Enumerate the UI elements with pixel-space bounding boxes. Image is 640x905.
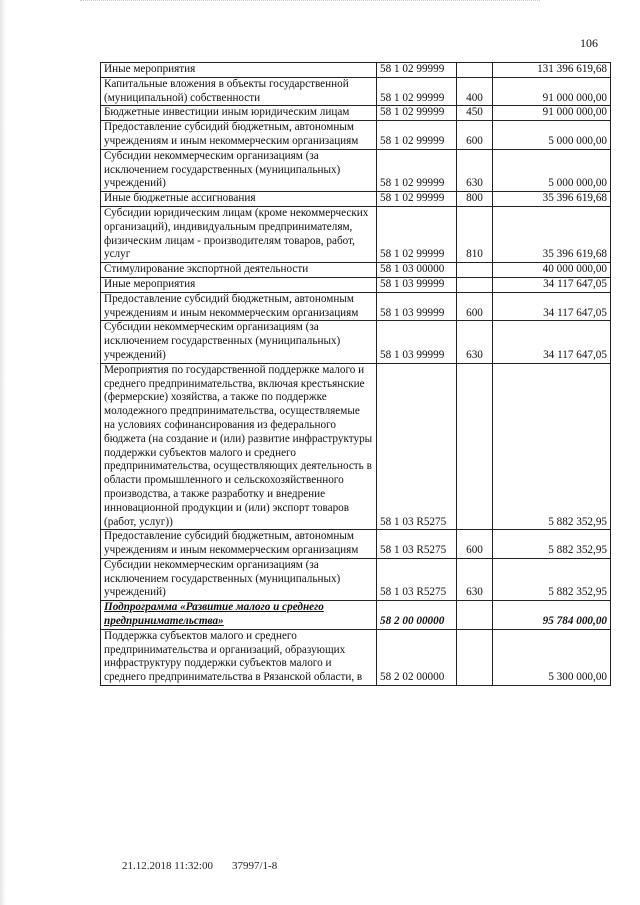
row-code-cell: 58 1 02 99999 [377, 149, 457, 191]
row-code-cell: 58 1 02 99999 [377, 121, 457, 150]
row-sum-cell: 91 000 000,00 [493, 106, 611, 121]
row-name-cell: Субсидии некоммерческим организациям (за исключением государственных (муниципальных) учреждений) [101, 149, 377, 191]
row-code-cell: 58 1 02 99999 [377, 77, 457, 106]
row-name-cell: Субсидии некоммерческим организациям (за исключением государственных (муниципальных) учреждений) [101, 321, 377, 363]
row-sum-cell: 40 000 000,00 [493, 263, 611, 278]
row-name-cell: Стимулирование экспортной деятельности [101, 263, 377, 278]
table-row [101, 321, 611, 363]
row-name-cell: Субсидии некоммерческим организациям (за исключением государственных (муниципальных) учреждений) [101, 558, 377, 600]
row-type-cell: 600 [457, 530, 493, 559]
table-row [101, 121, 611, 150]
row-code-cell: 58 1 03 99999 [377, 277, 457, 292]
table-row [101, 106, 611, 121]
row-code-cell: 58 1 02 99999 [377, 192, 457, 207]
row-sum-cell: 5 882 352,95 [493, 363, 611, 530]
table-row [101, 277, 611, 292]
row-type-cell: 600 [457, 121, 493, 150]
row-type-cell: 800 [457, 192, 493, 207]
row-type-cell: 450 [457, 106, 493, 121]
row-sum-cell: 131 396 619,68 [493, 63, 611, 78]
row-name-cell: Иные мероприятия [101, 63, 377, 78]
table-row [101, 530, 611, 559]
row-code-cell: 58 1 03 R5275 [377, 530, 457, 559]
table-row [101, 601, 611, 630]
row-sum-cell: 91 000 000,00 [493, 77, 611, 106]
row-name-cell: Капитальные вложения в объекты государственной (муниципальной) собственности [101, 77, 377, 106]
table-row [101, 192, 611, 207]
row-code-cell: 58 1 02 99999 [377, 63, 457, 78]
row-sum-cell: 5 882 352,95 [493, 558, 611, 600]
footer-doc-number: 37997/1-8 [232, 860, 278, 872]
table-row [101, 363, 611, 530]
row-sum-cell: 5 300 000,00 [493, 629, 611, 685]
table-row [101, 558, 611, 600]
row-name-cell: Предоставление субсидий бюджетным, автономным учреждениям и иным некоммерческим организациям [101, 121, 377, 150]
table-row [101, 77, 611, 106]
row-code-cell: 58 1 03 99999 [377, 321, 457, 363]
table-row [101, 629, 611, 685]
row-type-cell: 630 [457, 321, 493, 363]
row-name-cell: Иные бюджетные ассигнования [101, 192, 377, 207]
row-name-cell: Субсидии юридическим лицам (кроме некоммерческих организаций), индивидуальным предпринимателям, физическим лицам - производителям товаров, работ, услуг [101, 206, 377, 262]
row-sum-cell: 95 784 000,00 [493, 601, 611, 630]
row-type-cell: 600 [457, 292, 493, 321]
row-type-cell [457, 277, 493, 292]
row-name-cell: Иные мероприятия [101, 277, 377, 292]
row-code-cell: 58 1 02 99999 [377, 106, 457, 121]
table-row [101, 63, 611, 78]
row-sum-cell: 5 000 000,00 [493, 149, 611, 191]
row-code-cell: 58 1 03 99999 [377, 292, 457, 321]
scan-edge-shadow [0, 0, 6, 905]
row-type-cell [457, 601, 493, 630]
row-name-cell: Предоставление субсидий бюджетным, автономным учреждениям и иным некоммерческим организациям [101, 530, 377, 559]
row-type-cell: 630 [457, 558, 493, 600]
row-sum-cell: 5 882 352,95 [493, 530, 611, 559]
row-type-cell [457, 363, 493, 530]
row-name-cell: Подпрограмма «Развитие малого и среднего предпринимательства» [101, 601, 377, 630]
row-type-cell [457, 63, 493, 78]
table-row [101, 292, 611, 321]
row-sum-cell: 34 117 647,05 [493, 277, 611, 292]
row-code-cell: 58 1 03 R5275 [377, 363, 457, 530]
row-name-cell: Мероприятия по государственной поддержке малого и среднего предпринимательства, включая крестьянские (фермерские) хозяйства, а также по поддержке молодежного предпринимательства, осуществляемые на условиях софинансирования из федерального бюджета (на создание и (или) развитие инфраструктуры поддержки субъектов малого и среднего предпринимательства, осуществляющих деятельность в области промышленного и сельскохозяйственного производства, а также разработку и внедрение инновационной продукции и (или) экспорт товаров (работ, услуг)) [101, 363, 377, 530]
faint-stamp-mark [420, 856, 530, 878]
footer-date: 21.12.2018 11:32:00 [122, 860, 213, 872]
scan-top-noise [80, 0, 540, 4]
row-sum-cell: 34 117 647,05 [493, 321, 611, 363]
budget-table [100, 62, 611, 686]
row-type-cell: 810 [457, 206, 493, 262]
table-row [101, 263, 611, 278]
row-type-cell: 630 [457, 149, 493, 191]
row-code-cell: 58 2 00 00000 [377, 601, 457, 630]
row-type-cell [457, 629, 493, 685]
table-row [101, 149, 611, 191]
row-name-cell: Предоставление субсидий бюджетным, автономным учреждениям и иным некоммерческим организациям [101, 292, 377, 321]
row-code-cell: 58 1 03 R5275 [377, 558, 457, 600]
row-code-cell: 58 1 02 99999 [377, 206, 457, 262]
row-sum-cell: 5 000 000,00 [493, 121, 611, 150]
row-type-cell: 400 [457, 77, 493, 106]
row-name-cell: Бюджетные инвестиции иным юридическим лицам [101, 106, 377, 121]
row-sum-cell: 35 396 619,68 [493, 206, 611, 262]
table-row [101, 206, 611, 262]
row-code-cell: 58 1 03 00000 [377, 263, 457, 278]
row-type-cell [457, 263, 493, 278]
row-sum-cell: 35 396 619,68 [493, 192, 611, 207]
page-number: 106 [580, 36, 598, 50]
row-name-cell: Поддержка субъектов малого и среднего предпринимательства и организаций, образующих инфраструктуру поддержки субъектов малого и среднего предпринимательства в Рязанской области, в [101, 629, 377, 685]
budget-table-body [101, 63, 611, 686]
row-code-cell: 58 2 02 00000 [377, 629, 457, 685]
row-sum-cell: 34 117 647,05 [493, 292, 611, 321]
